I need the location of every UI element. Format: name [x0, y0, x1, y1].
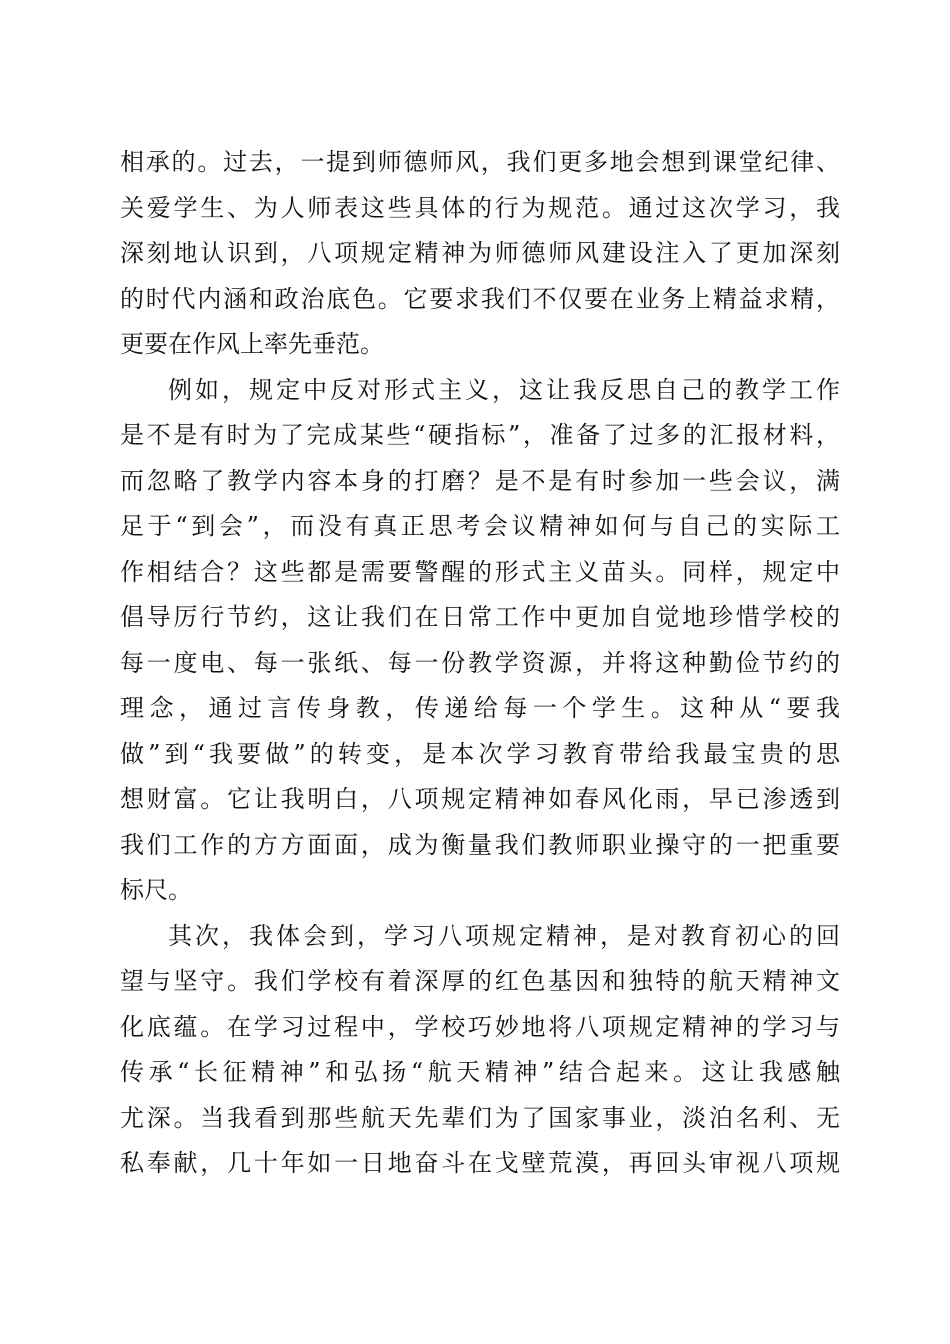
text-line: 尤深。当我看到那些航天先辈们为了国家事业，淡泊名利、无 — [120, 1103, 840, 1132]
text-line: 的时代内涵和政治底色。它要求我们不仅要在业务上精益求精， — [120, 284, 840, 313]
text-line: 做”到“我要做”的转变，是本次学习教育带给我最宝贵的思 — [120, 739, 840, 768]
text-line: 更要在作风上率先垂范。 — [120, 330, 384, 358]
text-line: 私奉献，几十年如一日地奋斗在戈壁荒漠，再回头审视八项规 — [120, 1149, 840, 1177]
text-line: 想财富。它让我明白，八项规定精神如春风化雨，早已渗透到 — [120, 785, 840, 813]
text-line: 足于“到会”，而没有真正思考会议精神如何与自己的实际工 — [120, 512, 840, 540]
text-line: 我们工作的方方面面，成为衡量我们教师职业操守的一把重要 — [120, 830, 840, 859]
text-line: 倡导厉行节约，这让我们在日常工作中更加自觉地珍惜学校的 — [120, 603, 840, 631]
text-line: 理念，通过言传身教，传递给每一个学生。这种从“要我 — [120, 694, 840, 722]
text-line: 传承“长征精神”和弘扬“航天精神”结合起来。这让我感触 — [120, 1058, 840, 1086]
text-line: 望与坚守。我们学校有着深厚的红色基因和独特的航天精神文 — [120, 967, 840, 995]
body-text — [120, 140, 840, 1187]
text-line: 关爱学生、为人师表这些具体的行为规范。通过这次学习，我 — [120, 193, 840, 222]
text-line: 每一度电、每一张纸、每一份教学资源，并将这种勤俭节约的 — [120, 648, 840, 677]
text-line: 相承的。过去，一提到师德师风，我们更多地会想到课堂纪律、 — [120, 148, 840, 176]
text-line: 而忽略了教学内容本身的打磨？是不是有时参加一些会议，满 — [120, 466, 840, 495]
text-line: 化底蕴。在学习过程中，学校巧妙地将八项规定精神的学习与 — [120, 1012, 840, 1041]
text-line: 深刻地认识到，八项规定精神为师德师风建设注入了更加深刻 — [120, 239, 840, 267]
text-line: 例如，规定中反对形式主义，这让我反思自己的教学工作 — [168, 375, 840, 404]
text-line: 标尺。 — [120, 876, 192, 904]
text-line: 作相结合？这些都是需要警醒的形式主义苗头。同样，规定中 — [120, 557, 840, 586]
text-line: 其次，我体会到，学习八项规定精神，是对教育初心的回 — [168, 921, 840, 950]
text-line: 是不是有时为了完成某些“硬指标”，准备了过多的汇报材料， — [120, 421, 840, 449]
